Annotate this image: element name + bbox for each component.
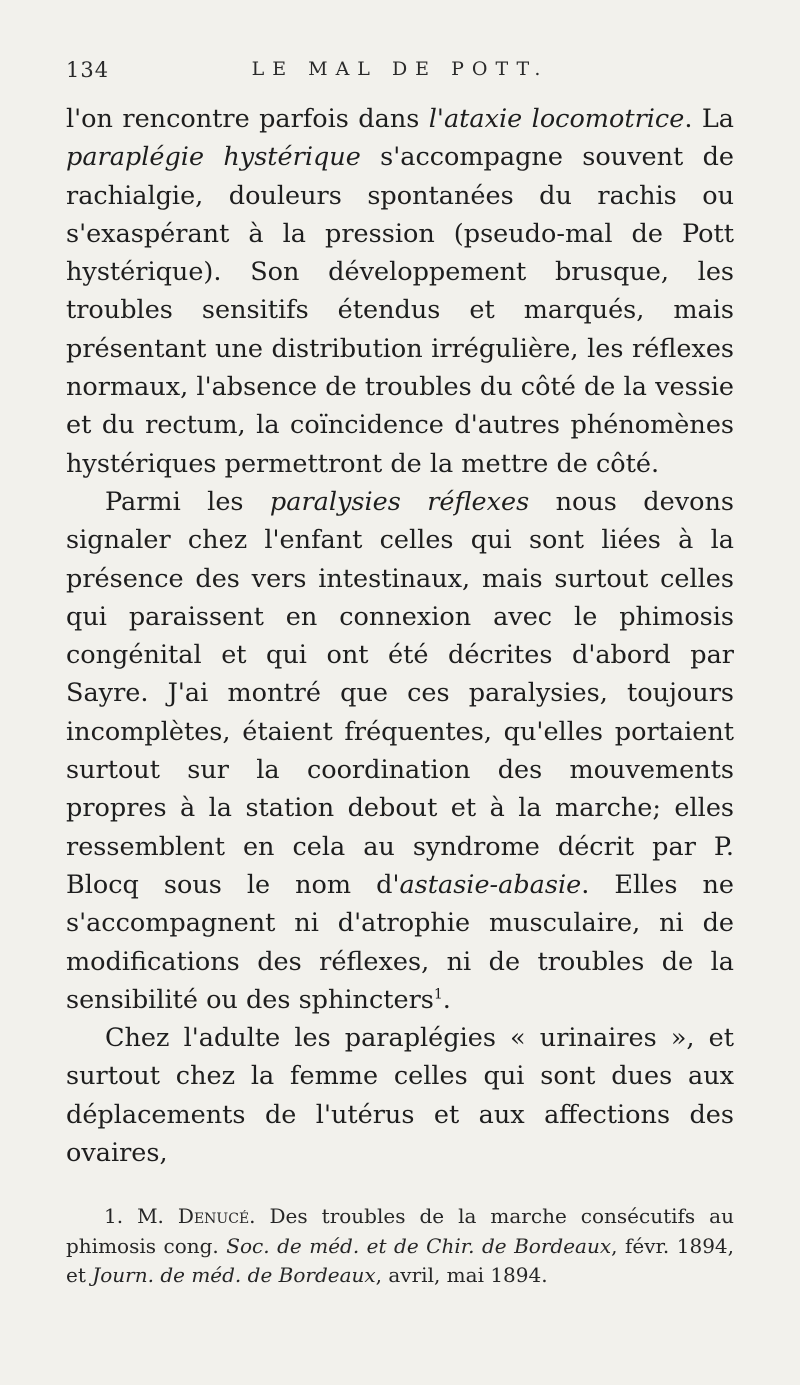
term-astasie-abasie: astasie-abasie [399, 869, 582, 900]
paragraph-1-text: s'accompagne souvent de rachialgie, douleurs spontanées du rachis ou s'exaspérant à la pression (pseudo-mal de Pott hystérique). Son développement brusque, les troubles sensitifs étendus et marqués, mais présentant une distribution irrégulière, les réflexes normaux, l'absence de troubles du côté de la vessie et du rectum, la coïncidence d'autres phénomènes hystériques permettront de la mettre de côté. [66, 142, 734, 479]
paragraph-1-text: . La [684, 104, 734, 134]
paragraph-3 [66, 1019, 734, 1172]
page-header [66, 58, 734, 92]
running-title: LE MAL DE POTT. [251, 58, 549, 80]
footnote-marker[interactable]: 1 [433, 986, 443, 1003]
term-paraplegie-hysterique: paraplégie hystérique [66, 142, 361, 173]
footnote-journal: Journ. de méd. de Bordeaux [92, 1263, 376, 1288]
footnote-text: , avril, mai 1894. [375, 1263, 548, 1288]
paragraph-2-text: . [442, 984, 451, 1015]
paragraph-1 [66, 100, 734, 483]
term-paralysies-reflexes: paralysies réflexes [269, 486, 530, 517]
footnote-journal: Soc. de méd. et de Chir. de Bordeaux [226, 1233, 612, 1258]
body-text [66, 100, 734, 1172]
paragraph-1-text: l'on rencontre parfois dans [66, 104, 429, 134]
footnote-author: Denucé [177, 1204, 250, 1228]
footnote [66, 1202, 734, 1291]
footnote-text: . Des troubles de la marche consécutifs au phimosis cong. [66, 1204, 734, 1258]
term-ataxie-locomotrice: l'ataxie locomotrice [428, 104, 685, 134]
paragraph-3-text: Chez l'adulte les paraplégies « urinaires », et surtout chez la femme celles qui sont dues aux déplacements de l'utérus et aux affections des ovaires, [66, 1023, 734, 1169]
paragraph-2 [66, 483, 734, 1019]
paragraph-2-text: nous devons signaler chez l'enfant celles qui sont liées à la présence des vers intestinaux, mais surtout celles qui paraissent en connexion avec le phimosis congénital et qui ont été décrites d'abord par Sayre. J'ai montré que ces paralysies, toujours incomplètes, étaient fréquentes, qu'elles portaient surtout sur la coordination des mouvements propres à la station debout et à la marche; elles ressemblent en cela au syndrome décrit par P. Blocq sous le nom d' [66, 486, 734, 900]
paragraph-2-text: . Elles ne s'accompagnent ni d'atrophie musculaire, ni de modifications des réflexes, ni de troubles de la sensibilité ou des sphincters [66, 869, 735, 1015]
footnote-text: 1. M. [104, 1204, 178, 1228]
page-number: 134 [66, 58, 110, 82]
footnote-text: , févr. 1894, et [66, 1233, 735, 1288]
paragraph-2-text: Parmi les [105, 486, 270, 517]
